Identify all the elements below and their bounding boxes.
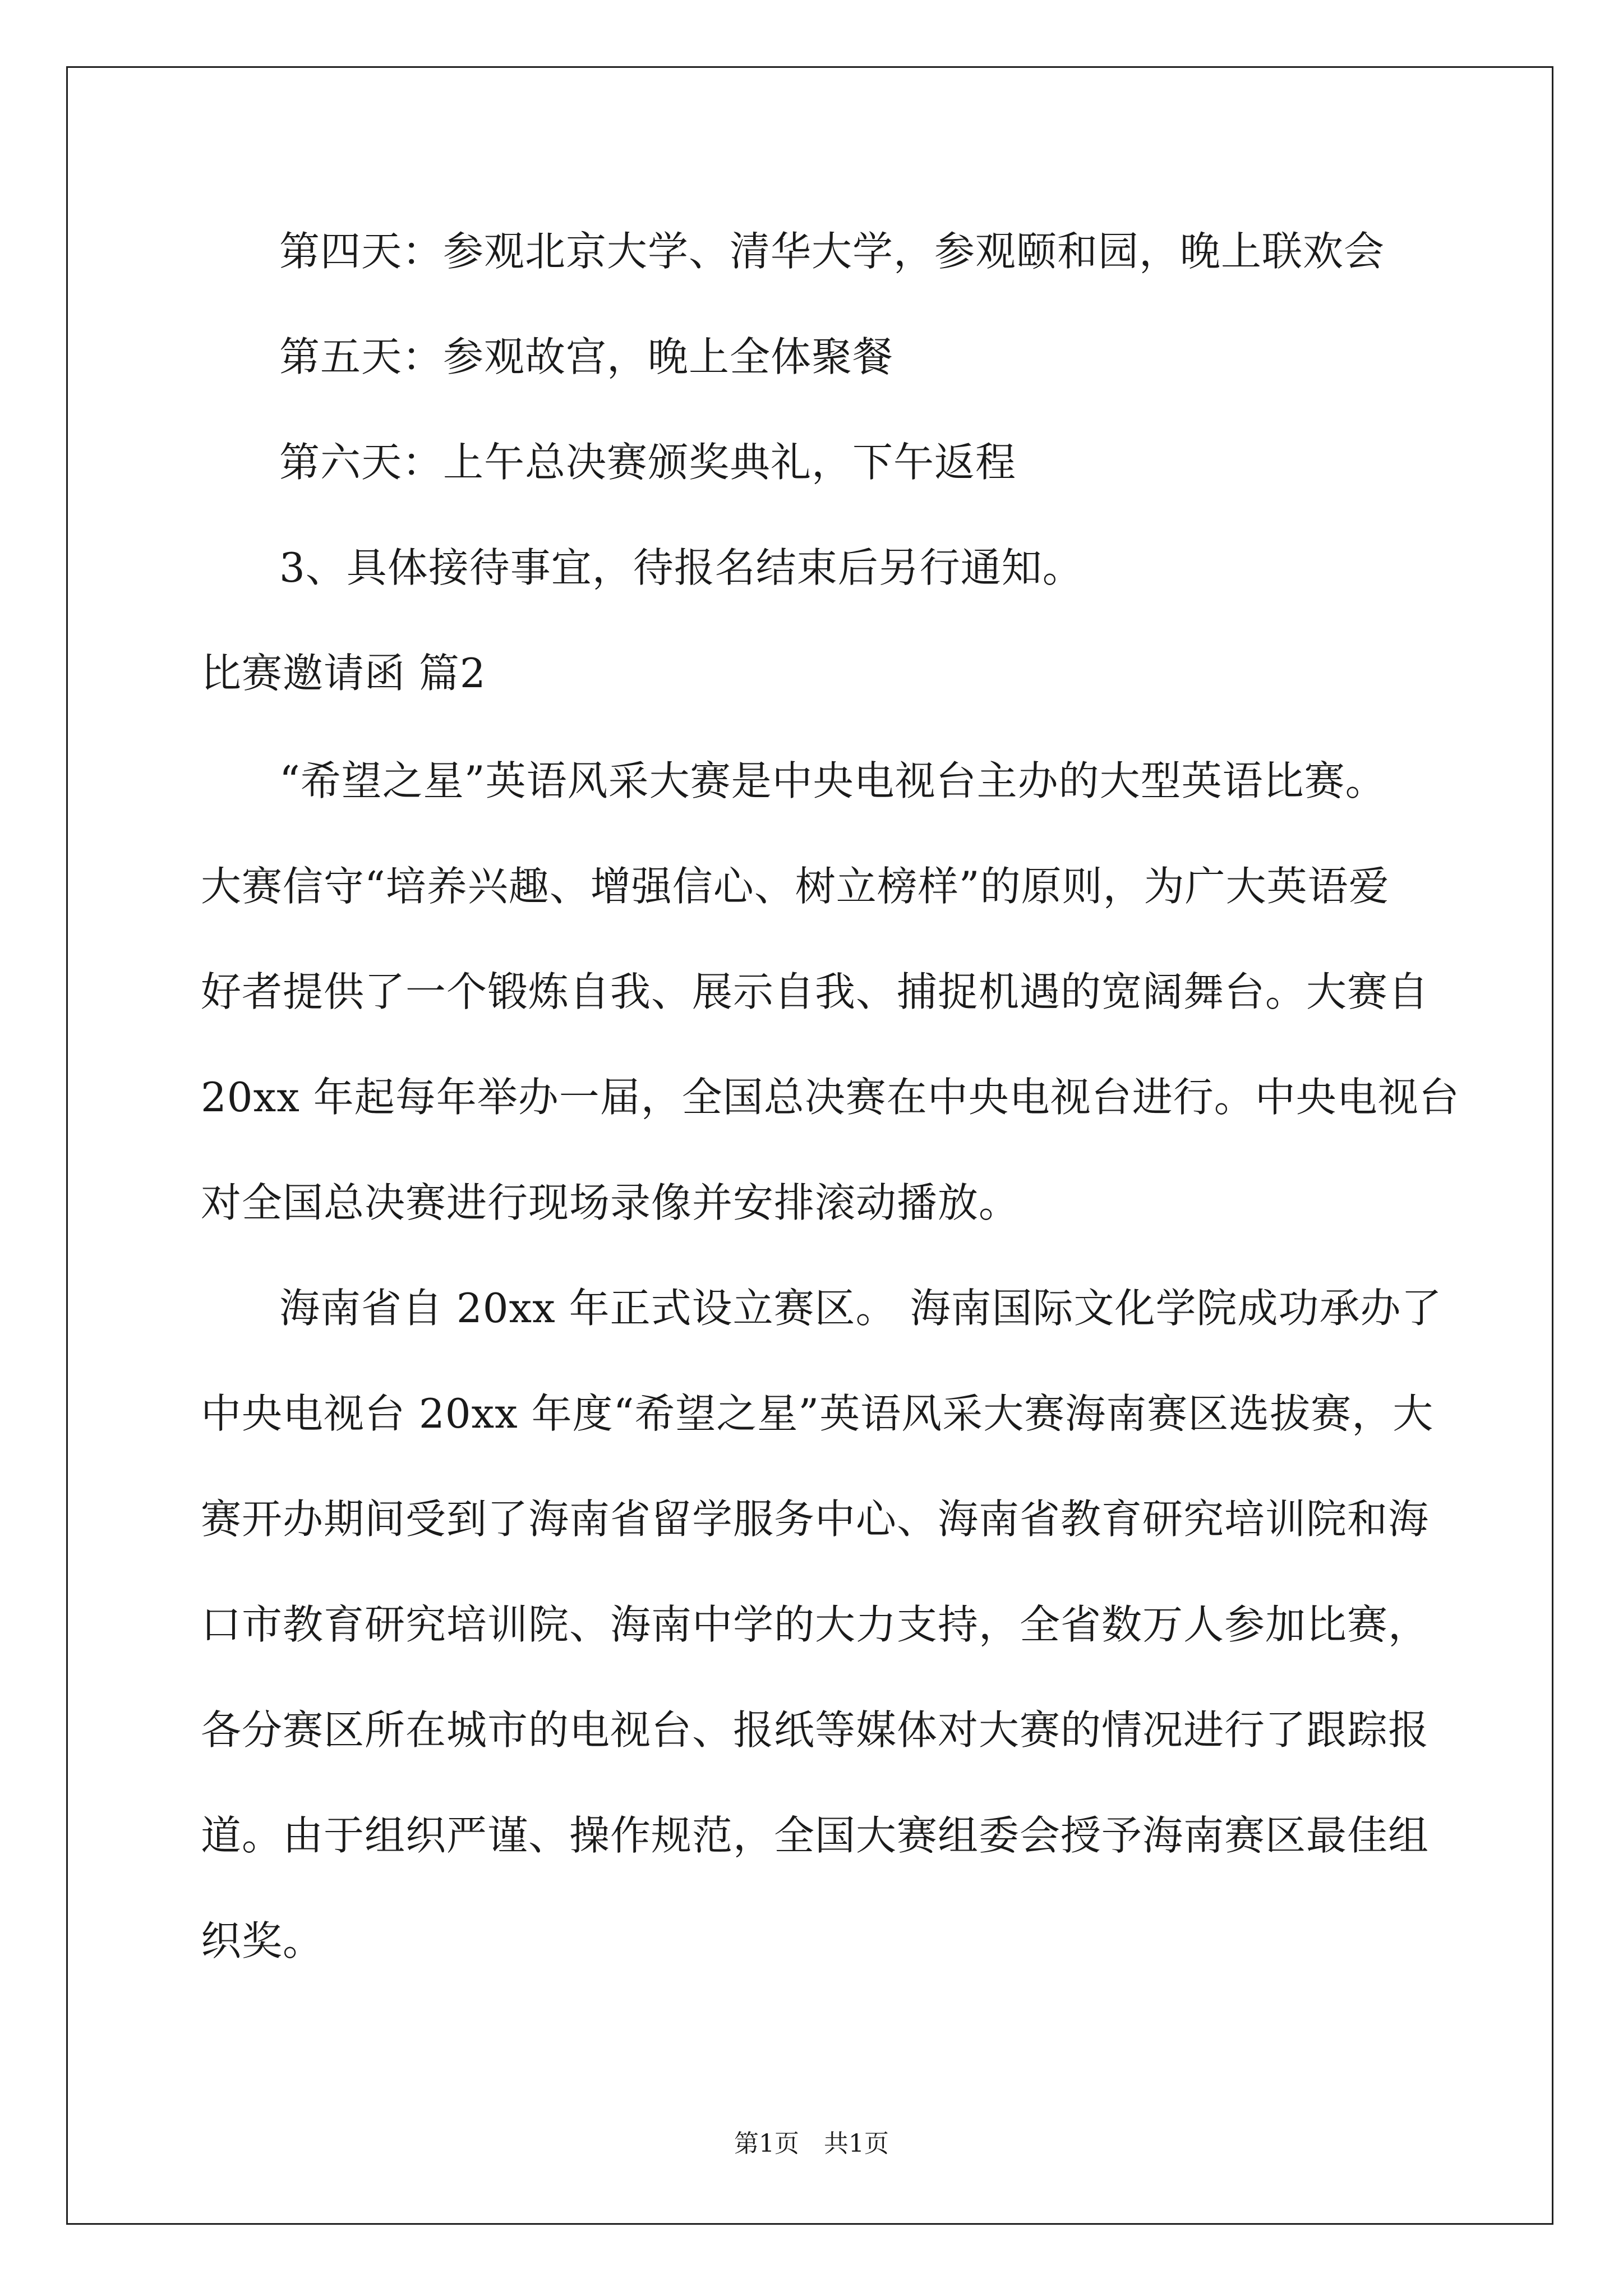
schedule-day-six: 第六天：上午总决赛颁奖典礼，下午返程 bbox=[279, 439, 1017, 486]
page-number: 第1页 共1页 bbox=[734, 2129, 889, 2158]
paragraph-2-line-4: 口市教育研究培训院、海南中学的大力支持，全省数万人参加比赛， bbox=[201, 1601, 1430, 1648]
paragraph-1-line-1: “希望之星”英语风采大赛是中央电视台主办的大型英语比赛。 bbox=[279, 757, 1386, 804]
paragraph-2-line-7: 织奖。 bbox=[201, 1917, 324, 1964]
paragraph-1-line-4: 20xx 年起每年举办一届，全国总决赛在中央电视台进行。中央电视台 bbox=[201, 1074, 1460, 1121]
paragraph-2-line-2: 中央电视台 20xx 年度“希望之星”英语风采大赛海南赛区选拔赛，大 bbox=[201, 1390, 1434, 1437]
paragraph-1-line-5: 对全国总决赛进行现场录像并安排滚动播放。 bbox=[201, 1179, 1020, 1226]
paragraph-1-line-2: 大赛信守“培养兴趣、增强信心、树立榜样”的原则，为广大英语爱 bbox=[201, 863, 1390, 910]
reception-note: 3、具体接待事宜，待报名结束后另行通知。 bbox=[279, 544, 1083, 591]
schedule-day-five: 第五天：参观故宫，晚上全体聚餐 bbox=[279, 333, 894, 380]
paragraph-1-line-3: 好者提供了一个锻炼自我、展示自我、捕捉机遇的宽阔舞台。大赛自 bbox=[201, 968, 1430, 1015]
paragraph-2-line-1: 海南省自 20xx 年正式设立赛区。 海南国际文化学院成功承办了 bbox=[279, 1285, 1442, 1332]
schedule-day-four: 第四天：参观北京大学、清华大学，参观颐和园，晚上联欢会 bbox=[279, 228, 1385, 275]
paragraph-2-line-5: 各分赛区所在城市的电视台、报纸等媒体对大赛的情况进行了跟踪报 bbox=[201, 1706, 1430, 1754]
page-border bbox=[66, 66, 1553, 2225]
paragraph-2-line-6: 道。由于组织严谨、操作规范，全国大赛组委会授予海南赛区最佳组 bbox=[201, 1812, 1430, 1859]
paragraph-2-line-3: 赛开办期间受到了海南省留学服务中心、海南省教育研究培训院和海 bbox=[201, 1496, 1430, 1543]
section-heading: 比赛邀请函 篇2 bbox=[201, 650, 486, 697]
